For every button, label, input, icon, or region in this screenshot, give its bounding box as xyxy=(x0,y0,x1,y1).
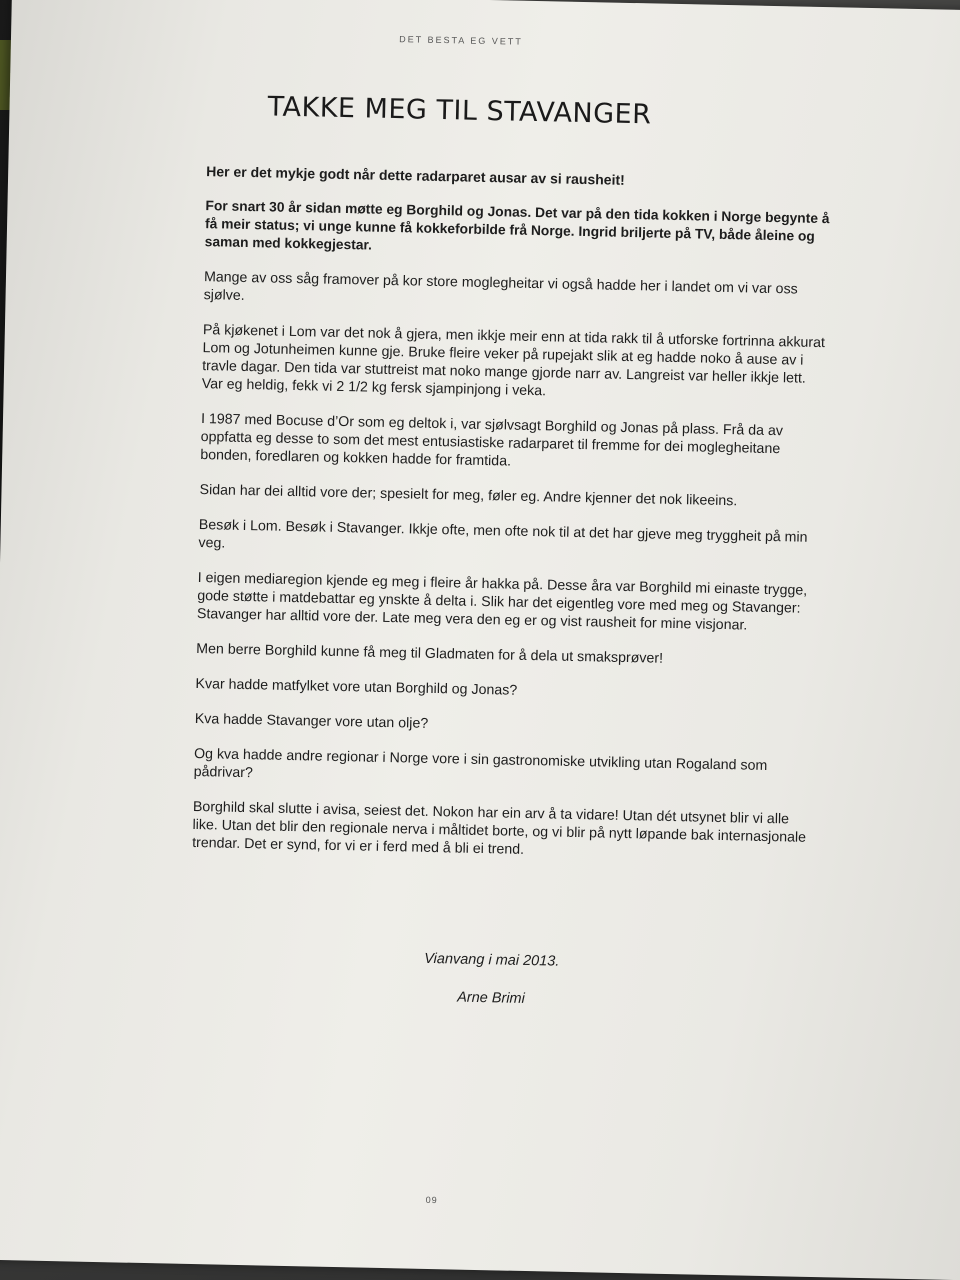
paragraph: For snart 30 år sidan møtte eg Borghild og Jonas. Det var på den tida kokken i Norge begynte å få meir status; vi unge kunne få kokkeforbilde frå Norge. Ingrid briljerte på TV, både åleine og saman med kokkegjestar. xyxy=(204,198,830,253)
running-head: DET BESTA EG VETT xyxy=(399,34,523,47)
paragraph: Her er det mykje godt når dette radarparet ausar av si rausheit! xyxy=(206,163,625,188)
page-number: 09 xyxy=(425,1194,438,1206)
paragraph: I eigen mediaregion kjende eg meg i fleire år hakka på. Desse åra var Borghild mi einaste trygge, gode støtte i matdebattar eg ynskte å delta i. Slik har det eigentleg vore med meg og Stavanger: Stavanger har alltid vore der. Late meg vera den eg er og vist rausheit for mine visjonar. xyxy=(196,570,808,634)
paragraph: Besøk i Lom. Besøk i Stavanger. Ikkje ofte, men ofte nok til at det har gjeve meg tryggheit på min veg. xyxy=(198,517,808,552)
paragraph: Men berre Borghild kunne få meg til Gladmaten for å dela ut smaksprøver! xyxy=(196,641,664,667)
paragraph: Og kva hadde andre regionar i Norge vore i sin gastronomiske utvikling utan Rogaland som pådrivar? xyxy=(193,745,768,782)
paragraph: Borghild skal slutte i avisa, seiest det. Nokon har ein arv å ta vidare! Utan dét utsynet blir vi alle like. Utan det blir den regionale nerva i måltidet borte, og vi blir på nytt løpande bak internasjonale trendar. Det er synd, for vi er i ferd med å bli ei trend. xyxy=(192,798,807,858)
paragraph: Kvar hadde matfylket vore utan Borghild og Jonas? xyxy=(195,675,518,699)
paragraph: På kjøkenet i Lom var det nok å gjera, men ikkje meir enn at tida rakk til å utforske fortrinna akkurat Lom og Jotunheimen kunne gje. Bruke fleire veker på rupejakt slik at eg hadde noko å ause av i travle dagar. Den tida var stuttreist mat noko mange gjorde narr av. Langreist var heller ikkje lett. Var eg heldig, fekk vi 2 1/2 kg fersk sjampinjong i veka. xyxy=(201,322,826,400)
paragraph: Mange av oss såg framover på kor store moglegheitar vi også hadde her i landet om vi var oss sjølve. xyxy=(203,269,798,304)
paragraph: Kva hadde Stavanger vore utan olje? xyxy=(194,710,429,732)
paragraph: Sidan har dei alltid vore der; spesielt for meg, føler eg. Andre kjenner det nok likeeins. xyxy=(199,482,738,510)
article-body xyxy=(192,162,832,882)
author-signature: Arne Brimi xyxy=(456,989,525,1007)
place-date: Vianvang i mai 2013. xyxy=(424,950,560,970)
page-content xyxy=(16,0,942,1269)
paragraph: I 1987 med Bocuse d’Or som eg deltok i, var sjølvsagt Borghild og Jonas på plass. Frå da av oppfatta eg desse to som det mest entusiastiske radarparet til fremme for dei moglegheitane bonden, foredlaren og kokken hadde for framtida. xyxy=(200,411,784,470)
page-title: TAKKE MEG TIL STAVANGER xyxy=(267,91,652,131)
